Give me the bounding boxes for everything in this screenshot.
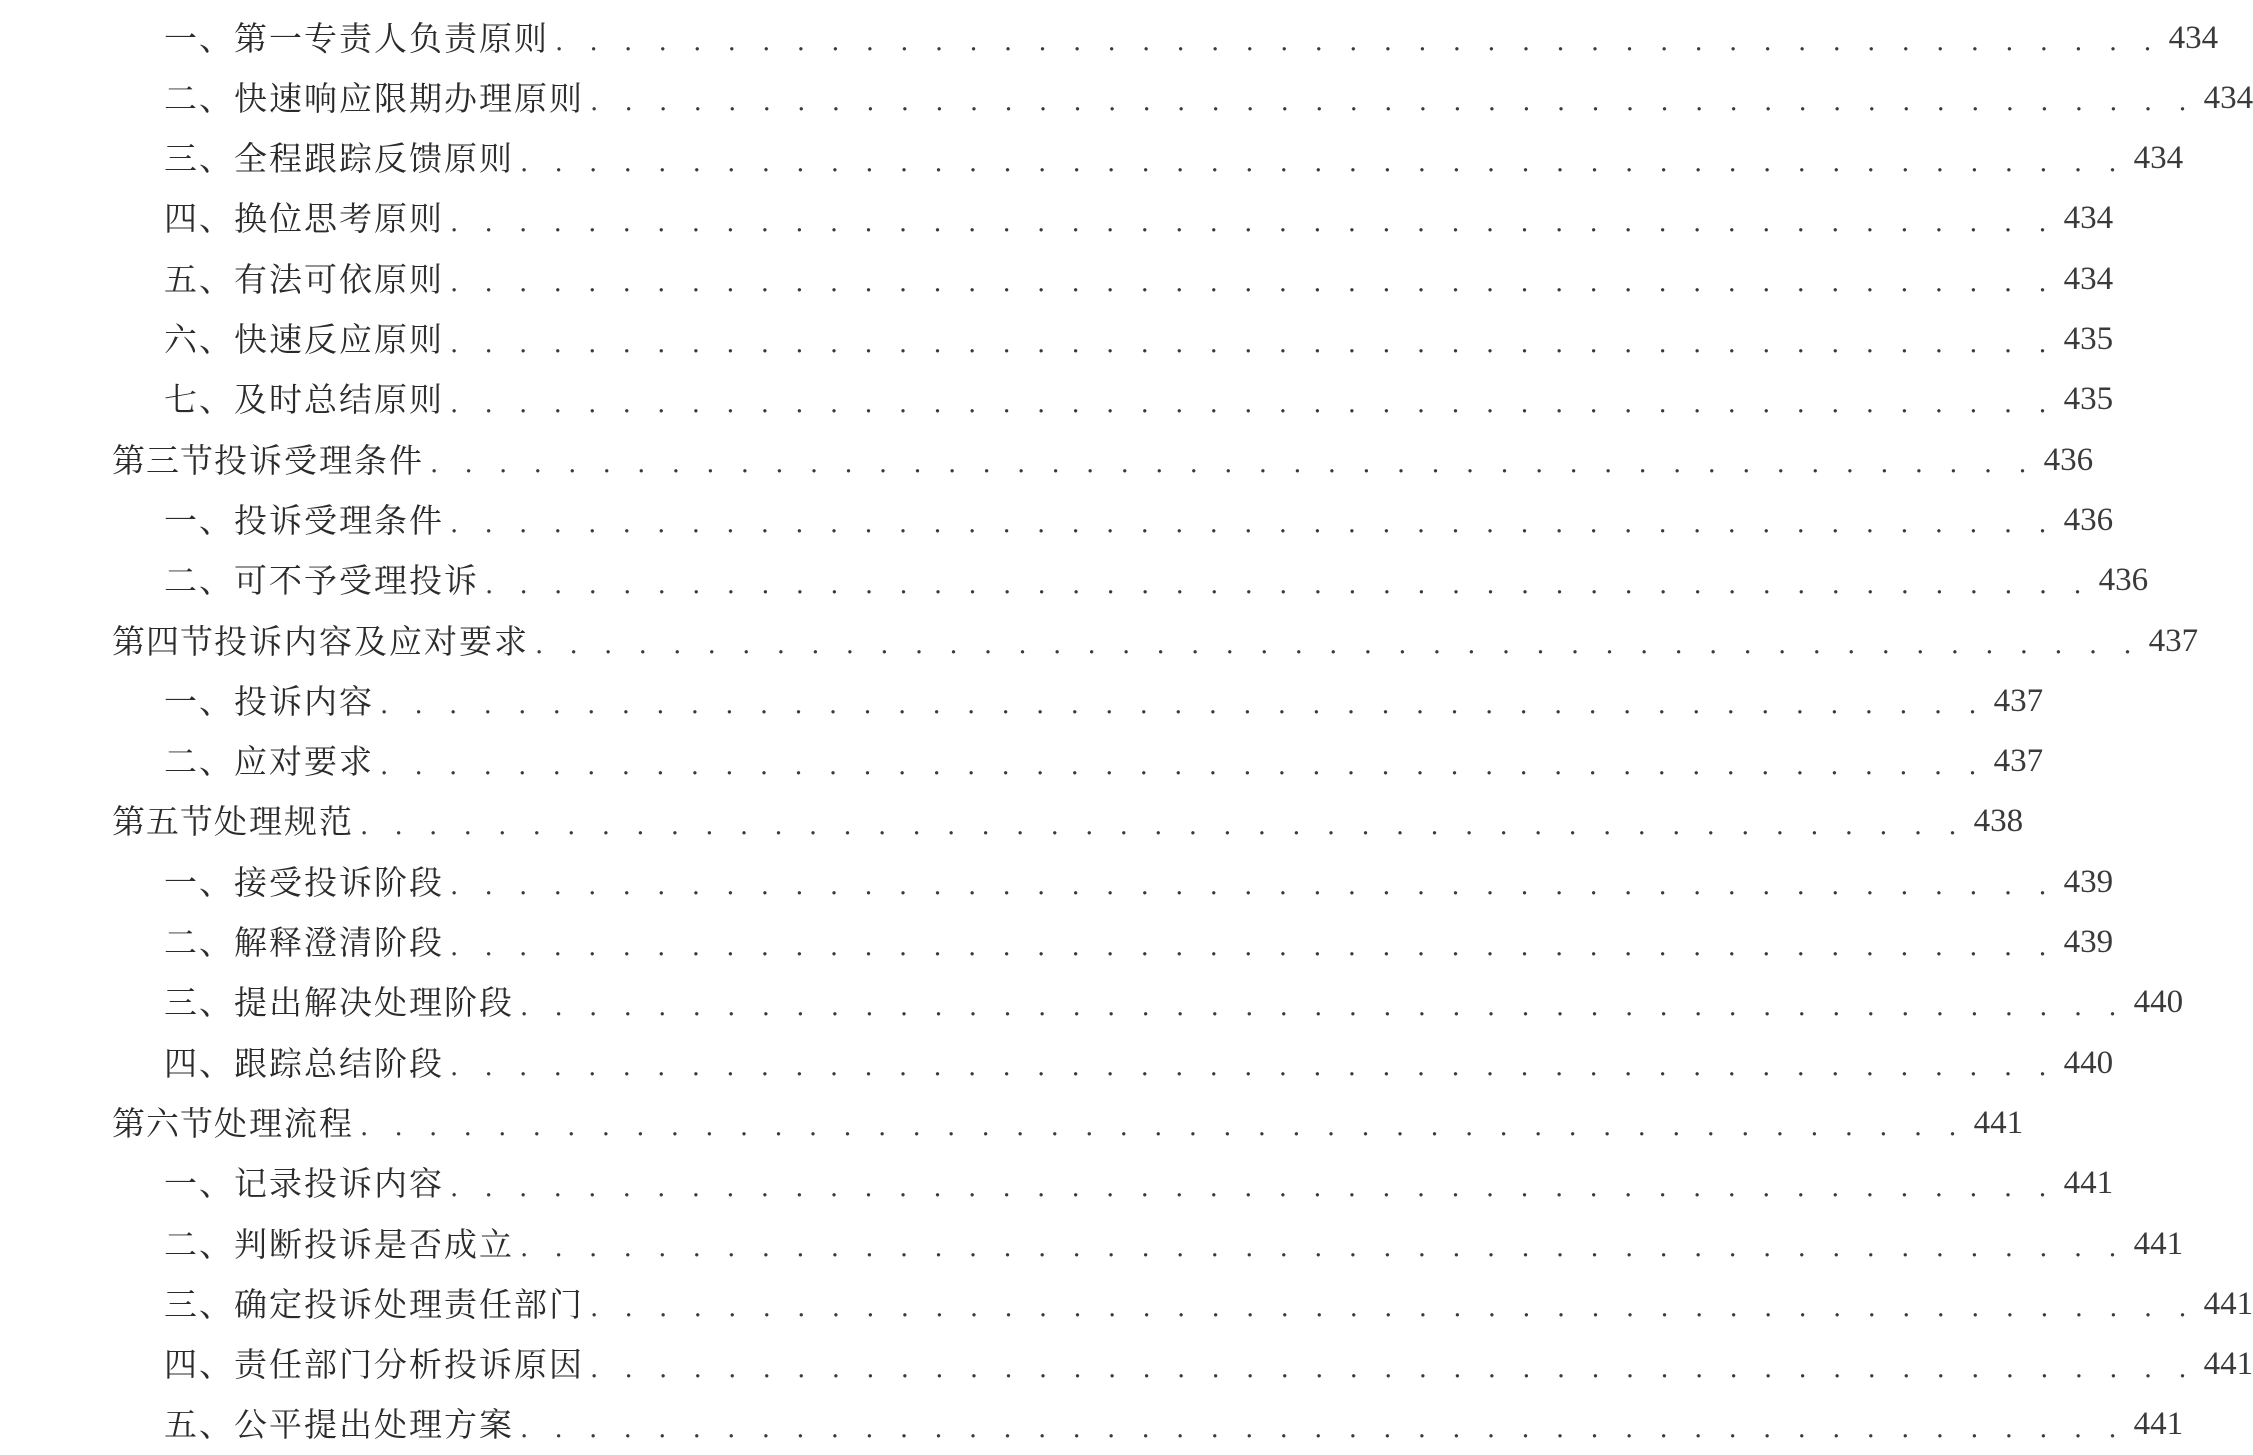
dot-leader: . . . . . . . . . . . . . . . . . . . . . . . . . . . . . . . . . . . . . . . . . . . . . . . — [360, 1112, 1966, 1143]
toc-page-number: 441 — [2203, 1346, 2253, 1383]
dot-leader: . . . . . . . . . . . . . . . . . . . . . . . . . . . . . . . . . . . . . . . . . . . . . . . — [450, 509, 2056, 540]
toc-page-number: 436 — [2098, 562, 2149, 599]
toc-entry-title: 处理规范 — [214, 802, 354, 842]
toc-entry-title: 及时总结原则 — [234, 380, 444, 420]
toc-entry-title: 投诉内容 — [234, 681, 374, 721]
toc-entry-title: 责任部门分析投诉原因 — [234, 1345, 584, 1385]
toc-entry-number: 四、 — [164, 1043, 234, 1083]
toc-entry-title: 可不予受理投诉 — [234, 561, 479, 601]
toc-page-number: 439 — [2063, 924, 2114, 960]
toc-item-row[interactable] — [164, 490, 2114, 550]
dot-leader: . . . . . . . . . . . . . . . . . . . . . . . . . . . . . . . . . . . . . . . . . . . . . . . — [535, 630, 2141, 660]
toc-entry-number: 二、 — [164, 78, 234, 118]
toc-page-number: 435 — [2063, 381, 2114, 418]
toc-section-row[interactable] — [112, 1093, 2024, 1153]
toc-entry-title: 快速响应限期办理原则 — [234, 78, 584, 118]
toc-entry-number: 四、 — [164, 1345, 234, 1385]
toc-entry-title: 记录投诉内容 — [234, 1164, 444, 1204]
toc-item-row[interactable] — [164, 1395, 2184, 1455]
toc-entry-number: 第五节 — [112, 802, 214, 842]
toc-entry-title: 第一专责人负责原则 — [234, 18, 549, 58]
toc-page-number: 434 — [2203, 79, 2253, 116]
toc-section-row[interactable] — [112, 792, 2024, 852]
toc-entry-title: 解释澄清阶段 — [234, 923, 444, 962]
toc-item-row[interactable] — [164, 732, 2044, 792]
dot-leader: . . . . . . . . . . . . . . . . . . . . . . . . . . . . . . . . . . . . . . . . . . . . . . . — [520, 1413, 2126, 1444]
toc-page-number: 441 — [2133, 1225, 2184, 1262]
toc-entry-number: 四、 — [164, 199, 234, 239]
toc-page-number: 440 — [2133, 984, 2184, 1021]
toc-page-number: 441 — [1973, 1104, 2024, 1141]
toc-entry-title: 全程跟踪反馈原则 — [234, 139, 514, 179]
toc-entry-title: 投诉内容及应对要求 — [214, 621, 529, 661]
toc-entry-number: 一、 — [164, 500, 234, 540]
toc-entry-number: 二、 — [164, 923, 234, 962]
dot-leader: . . . . . . . . . . . . . . . . . . . . . . . . . . . . . . . . . . . . . . . . . . . . . . . — [380, 750, 1986, 781]
dot-leader: . . . . . . . . . . . . . . . . . . . . . . . . . . . . . . . . . . . . . . . . . . . . . . . — [430, 449, 2036, 480]
toc-page-number: 434 — [2168, 19, 2219, 56]
toc-page-number: 439 — [2063, 863, 2114, 900]
toc-entry-number: 三、 — [164, 139, 234, 179]
toc-entry-title: 跟踪总结阶段 — [234, 1043, 444, 1083]
toc-page-number: 434 — [2063, 200, 2114, 237]
toc-entry-number: 第六节 — [112, 1103, 214, 1143]
toc-entry-title: 公平提出处理方案 — [234, 1405, 514, 1445]
dot-leader: . . . . . . . . . . . . . . . . . . . . . . . . . . . . . . . . . . . . . . . . . . . . . . . — [450, 328, 2056, 359]
toc-section-row[interactable] — [112, 611, 2199, 671]
toc-page-number: 434 — [2133, 140, 2184, 177]
toc-entry-title: 有法可依原则 — [234, 259, 444, 299]
toc-entry-number: 第四节 — [112, 621, 214, 661]
toc-page-number: 435 — [2063, 321, 2114, 357]
dot-leader: . . . . . . . . . . . . . . . . . . . . . . . . . . . . . . . . . . . . . . . . . . . . . . . — [590, 87, 2196, 118]
dot-leader: . . . . . . . . . . . . . . . . . . . . . . . . . . . . . . . . . . . . . . . . . . . . . . . — [450, 268, 2056, 299]
dot-leader: . . . . . . . . . . . . . . . . . . . . . . . . . . . . . . . . . . . . . . . . . . . . . . . — [360, 810, 1966, 841]
toc-item-row[interactable] — [164, 129, 2184, 189]
toc-entry-title: 处理流程 — [214, 1103, 354, 1143]
dot-leader: . . . . . . . . . . . . . . . . . . . . . . . . . . . . . . . . . . . . . . . . . . . . . . . — [450, 388, 2056, 419]
dot-leader: . . . . . . . . . . . . . . . . . . . . . . . . . . . . . . . . . . . . . . . . . . . . . . . — [520, 147, 2126, 178]
dot-leader: . . . . . . . . . . . . . . . . . . . . . . . . . . . . . . . . . . . . . . . . . . . . . . . — [450, 1172, 2056, 1203]
toc-entry-title: 投诉受理条件 — [214, 440, 424, 480]
toc-entry-title: 确定投诉处理责任部门 — [234, 1284, 584, 1324]
toc-entry-title: 应对要求 — [234, 742, 374, 782]
toc-page-number: 437 — [1993, 682, 2044, 719]
toc-entry-number: 二、 — [164, 1224, 234, 1264]
toc-page-number: 436 — [2043, 441, 2094, 478]
toc-entry-number: 一、 — [164, 681, 234, 721]
toc-entry-number: 五、 — [164, 259, 234, 299]
toc-entry-title: 投诉受理条件 — [234, 500, 444, 540]
dot-leader: . . . . . . . . . . . . . . . . . . . . . . . . . . . . . . . . . . . . . . . . . . . . . . . — [450, 1052, 2056, 1083]
dot-leader: . . . . . . . . . . . . . . . . . . . . . . . . . . . . . . . . . . . . . . . . . . . . . . . — [590, 1293, 2196, 1324]
toc-entry-number: 一、 — [164, 862, 234, 902]
toc-entry-number: 一、 — [164, 1164, 234, 1204]
toc-item-row[interactable] — [164, 973, 2184, 1033]
toc-page-number: 437 — [2148, 622, 2199, 659]
toc-entry-number: 七、 — [164, 380, 234, 420]
toc-page-number: 440 — [2063, 1044, 2114, 1081]
toc-entry-number: 五、 — [164, 1405, 234, 1445]
dot-leader: . . . . . . . . . . . . . . . . . . . . . . . . . . . . . . . . . . . . . . . . . . . . . . . — [450, 931, 2056, 962]
dot-leader: . . . . . . . . . . . . . . . . . . . . . . . . . . . . . . . . . . . . . . . . . . . . . . . — [485, 569, 2091, 600]
toc-item-row[interactable] — [164, 310, 2114, 370]
dot-leader: . . . . . . . . . . . . . . . . . . . . . . . . . . . . . . . . . . . . . . . . . . . . . . . — [450, 871, 2056, 902]
toc-entry-number: 二、 — [164, 561, 234, 601]
dot-leader: . . . . . . . . . . . . . . . . . . . . . . . . . . . . . . . . . . . . . . . . . . . . . . . — [520, 1233, 2126, 1263]
toc-entry-number: 三、 — [164, 983, 234, 1023]
dot-leader: . . . . . . . . . . . . . . . . . . . . . . . . . . . . . . . . . . . . . . . . . . . . . . . — [450, 207, 2056, 238]
toc-entry-number: 一、 — [164, 18, 234, 58]
toc-page-number: 437 — [1993, 743, 2044, 780]
dot-leader: . . . . . . . . . . . . . . . . . . . . . . . . . . . . . . . . . . . . . . . . . . . . . . . — [380, 690, 1986, 721]
toc-item-row[interactable] — [164, 852, 2114, 912]
toc-page-number: 441 — [2203, 1285, 2253, 1322]
toc-entry-title: 换位思考原则 — [234, 199, 444, 239]
toc-item-row[interactable] — [164, 370, 2114, 430]
toc-entry-title: 快速反应原则 — [234, 320, 444, 359]
toc-page-number: 434 — [2063, 260, 2114, 297]
toc-entry-title: 接受投诉阶段 — [234, 862, 444, 902]
toc-item-row[interactable] — [164, 1214, 2184, 1274]
toc-entry-number: 六、 — [164, 320, 234, 359]
toc-page-number: 436 — [2063, 501, 2114, 538]
toc-section-row[interactable] — [112, 430, 2094, 490]
toc-entry-number: 三、 — [164, 1284, 234, 1324]
toc-item-row[interactable] — [164, 8, 2219, 68]
toc-entry-number: 第三节 — [112, 440, 214, 480]
toc-item-row[interactable] — [164, 1033, 2114, 1093]
toc-page-number: 438 — [1973, 803, 2024, 840]
dot-leader: . . . . . . . . . . . . . . . . . . . . . . . . . . . . . . . . . . . . . . . . . . . . . . . — [555, 27, 2161, 57]
toc-item-row[interactable] — [164, 189, 2114, 249]
toc-item-row[interactable] — [164, 1274, 2253, 1334]
toc-item-row[interactable] — [164, 1154, 2114, 1214]
toc-item-row[interactable] — [164, 913, 2114, 973]
toc-page-number: 441 — [2063, 1165, 2114, 1202]
toc-item-row[interactable] — [164, 551, 2149, 611]
toc-item-row[interactable] — [164, 1335, 2253, 1395]
toc-item-row[interactable] — [164, 68, 2253, 128]
toc-item-row[interactable] — [164, 671, 2044, 731]
toc-entry-number: 二、 — [164, 742, 234, 782]
toc-entry-title: 判断投诉是否成立 — [234, 1224, 514, 1264]
dot-leader: . . . . . . . . . . . . . . . . . . . . . . . . . . . . . . . . . . . . . . . . . . . . . . . — [590, 1353, 2196, 1384]
toc-page-number: 441 — [2133, 1406, 2184, 1443]
dot-leader: . . . . . . . . . . . . . . . . . . . . . . . . . . . . . . . . . . . . . . . . . . . . . . . — [520, 991, 2126, 1022]
toc-entry-title: 提出解决处理阶段 — [234, 983, 514, 1023]
toc-item-row[interactable] — [164, 249, 2114, 309]
